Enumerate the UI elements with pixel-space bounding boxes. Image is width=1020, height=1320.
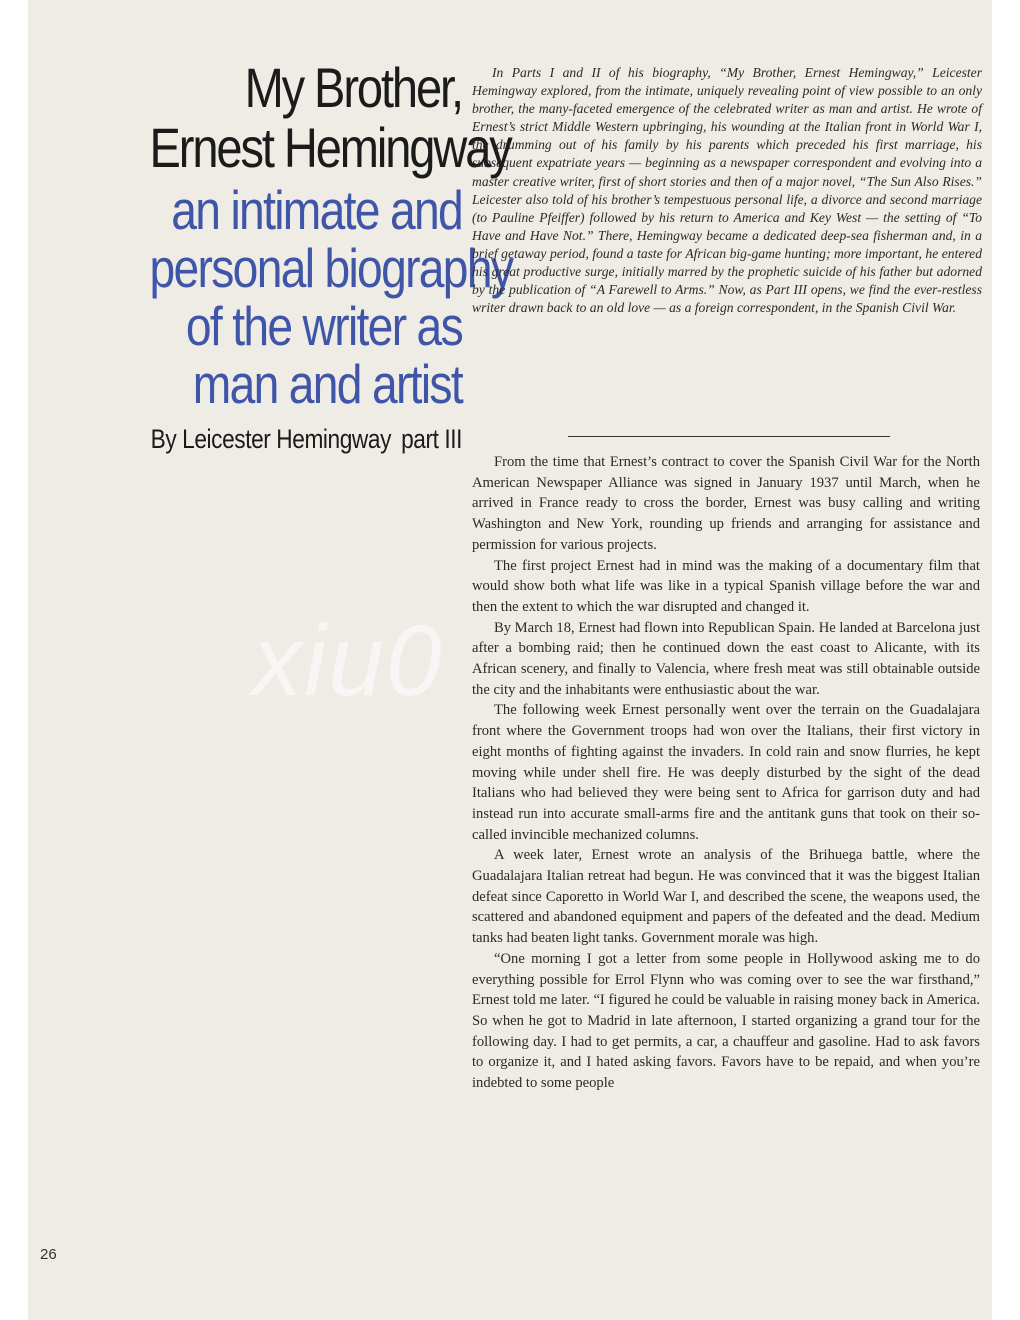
watermark-text: xiu0: [252, 605, 444, 717]
body-paragraph-4: The following week Ernest personally went over the terrain on the Guadalajara front where the Government troops had won over the Italians, their first victory in eight months of fighting against the invaders. In cold rain and snow flurries, he kept moving while under shell fire. He was deeply disturbed by the sight of the dead Italians who had believed they were being sent to Africa for garrison duty and had instead run into accurate small-arms fire and the antitank guns that took on their so-called invincible mechanized columns.: [472, 702, 980, 843]
byline-part: part III: [401, 424, 462, 454]
body-paragraph-5: A week later, Ernest wrote an analysis of the Brihuega battle, where the Guadalajara Italian retreat had begun. He was convinced that it was the biggest Italian defeat since Caporetto in World War I, and described the scene, the weapons used, the scattered and abandoned equipment and papers of the defeated and the dead. Medium tanks had beaten light tanks. Government morale was high.: [472, 847, 980, 947]
subtitle-line-1: an intimate and: [171, 179, 463, 241]
body-paragraph-3: By March 18, Ernest had flown into Republican Spain. He landed at Barcelona just after a bombing raid; then he continued down the east coast to Alicante, with its African scenery, and finally to Valencia, where fresh meat was still obtainable outside the city and the inhabitants were enthusiastic about the war.: [472, 619, 980, 698]
intro-paragraph: In Parts I and II of his biography, “My Brother, Ernest Hemingway,” Leicester Hemingway explored, from the intimate, uniquely revealing point of view possible to an only brother, the many-faceted emergence of the celebrated writer as man and artist. He wrote of Ernest’s strict Middle Western upbringing, his wounding at the Italian front in World War I, the drumming out of his family by his parents which preceded his first marriage, his subsequent expatriate years — beginning as a newspaper correspondent and evolving into a master creative writer, first of short stories and then of a major novel, “The Sun Also Rises.” Leicester also told of his brother’s tempestuous personal life, a divorce and second marriage (to Pauline Pfeiffer) followed by his return to America and Key West — the setting of “To Have and Have Not.” There, Hemingway became a dedicated deep-sea fisherman and, in a brief getaway period, found a taste for African big-game hunting; more important, he entered his great productive surge, initially marred by the prophetic suicide of his father but adorned by the publication of “A Farewell to Arms.” Now, as Part III opens, we find the ever-restless writer drawn back to an old love — as a foreign correspondent, in the Spanish Civil War.: [472, 65, 982, 316]
body-paragraph-6: “One morning I got a letter from some people in Hollywood asking me to do everything possible for Errol Flynn who was coming over to see the war firsthand,” Ernest told me later. “I figured he could be valuable in raising money back in America. So when he got to Madrid in late afternoon, I started organizing a grand tour for the following day. I had to get permits, a car, a chauffeur and gasoline. Had to ask favors to organize it, and I hated asking favors. Favors have to be repaid, and when you’re indebted to some people: [472, 950, 980, 1092]
title-block: [90, 56, 513, 455]
subtitle-line-2: personal biography: [149, 237, 513, 299]
body-paragraph-1: From the time that Ernest’s contract to cover the Spanish Civil War for the North American Newspaper Alliance was signed in January 1937 until March, when he arrived in France ready to cross the border, Ernest was busy calling and writing Washington and New York, rounding up friends and arranging for assistance and permission for various projects.: [472, 454, 980, 553]
title-line-2: Ernest Hemingway: [149, 116, 511, 179]
byline: [150, 423, 462, 455]
magazine-page: [28, 0, 992, 1320]
byline-author: By Leicester Hemingway: [150, 424, 391, 454]
subtitle-line-3: of the writer as: [185, 295, 462, 357]
subtitle-line-4: man and artist: [192, 353, 462, 415]
page-number: 26: [40, 1246, 57, 1263]
section-divider: [568, 436, 890, 437]
article-body: [472, 452, 980, 1094]
body-paragraph-2: The first project Ernest had in mind was the making of a documentary film that would show both what life was like in a typical Spanish village before the war and then the extent to which the war disrupted and changed it.: [472, 557, 980, 615]
title-line-1: My Brother,: [244, 56, 462, 119]
